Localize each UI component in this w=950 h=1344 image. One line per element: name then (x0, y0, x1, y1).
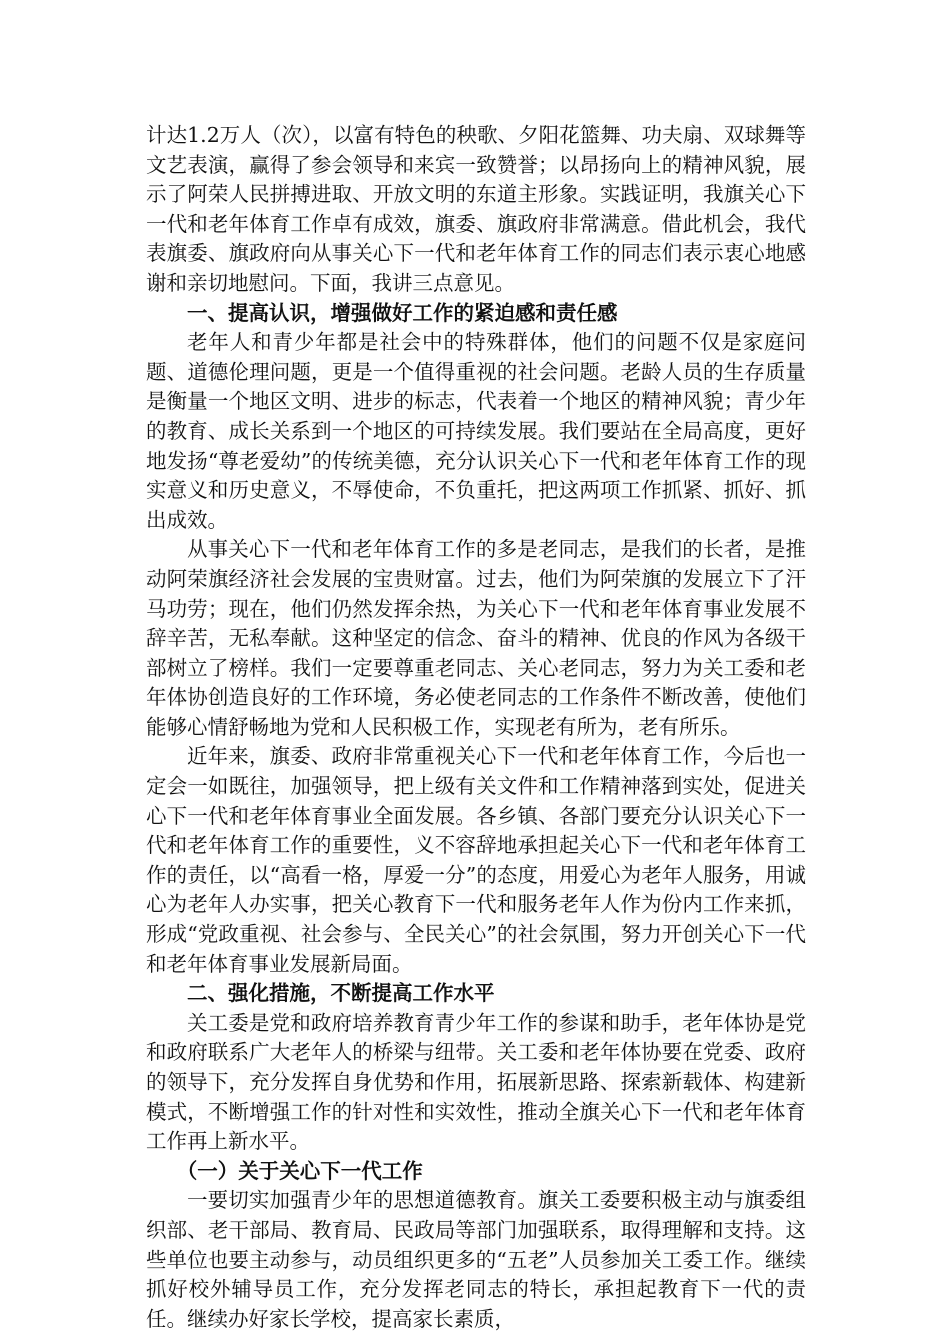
body-paragraph: 一要切实加强青少年的思想道德教育。旗关工委要积极主动与旗委组织部、老干部局、教育局、民政局等部门加强联系，取得理解和支持。这些单位也要主动参与，动员组织更多的“五老”人员参加关工委工作。继续抓好校外辅导员工作，充分发挥老同志的特长，承担起教育下一代的责任。继续办好家长学校，提高家长素质， (146, 1188, 806, 1331)
body-paragraph: 关工委是党和政府培养教育青少年工作的参谋和助手，老年体协是党和政府联系广大老年人的桥梁与纽带。关工委和老年体协要在党委、政府的领导下，充分发挥自身优势和作用，拓展新思路、探索新载体、构建新模式，不断增强工作的针对性和实效性，推动全旗关心下一代和老年体育工作再上新水平。 (146, 1010, 806, 1154)
section-heading-1: 一、提高认识，增强做好工作的紧迫感和责任感 (187, 300, 618, 325)
body-paragraph: 近年来，旗委、政府非常重视关心下一代和老年体育工作，今后也一定会一如既往，加强领导，把上级有关文件和工作精神落到实处，促进关心下一代和老年体育事业全面发展。各乡镇、各部门要充分认识关心下一代和老年体育工作的重要性，义不容辞地承担起关心下一代和老年体育工作的责任，以“高看一格，厚爱一分”的态度，用爱心为老年人服务，用诚心为老年人办实事，把关心教育下一代和服务老年人作为份内工作来抓，形成“党政重视、社会参与、全民关心”的社会氛围，努力开创关心下一代和老年体育事业发展新局面。 (146, 744, 806, 976)
body-paragraph: 从事关心下一代和老年体育工作的多是老同志，是我们的长者，是推动阿荣旗经济社会发展的宝贵财富。过去，他们为阿荣旗的发展立下了汗马功劳；现在，他们仍然发挥余热，为关心下一代和老年体育事业发展不辞辛苦，无私奉献。这种坚定的信念、奋斗的精神、优良的作风为各级干部树立了榜样。我们一定要尊重老同志、关心老同志，努力为关工委和老年体协创造良好的工作环境，务必使老同志的工作条件不断改善，使他们能够心情舒畅地为党和人民积极工作，实现老有所为，老有所乐。 (146, 537, 806, 739)
subsection-heading-1: （一）关于关心下一代工作 (176, 1158, 423, 1183)
body-paragraph: 计达1.2万人（次），以富有特色的秧歌、夕阳花篮舞、功夫扇、双球舞等文艺表演，赢得了参会领导和来宾一致赞誉；以昂扬向上的精神风貌，展示了阿荣人民拼搏进取、开放文明的东道主形象。实践证明，我旗关心下一代和老年体育工作卓有成效，旗委、旗政府非常满意。借此机会，我代表旗委、旗政府向从事关心下一代和老年体育工作的同志们表示衷心地感谢和亲切地慰问。下面，我讲三点意见。 (146, 123, 806, 295)
document-page (146, 121, 806, 1334)
section-heading-2: 二、强化措施，不断提高工作水平 (187, 981, 495, 1006)
body-paragraph: 老年人和青少年都是社会中的特殊群体，他们的问题不仅是家庭问题、道德伦理问题，更是一个值得重视的社会问题。老龄人员的生存质量是衡量一个地区文明、进步的标志，代表着一个地区的精神风貌；青少年的教育、成长关系到一个地区的可持续发展。我们要站在全局高度，更好地发扬“尊老爱幼”的传统美德，充分认识关心下一代和老年体育工作的现实意义和历史意义，不辱使命，不负重托，把这两项工作抓紧、抓好、抓出成效。 (146, 330, 806, 532)
